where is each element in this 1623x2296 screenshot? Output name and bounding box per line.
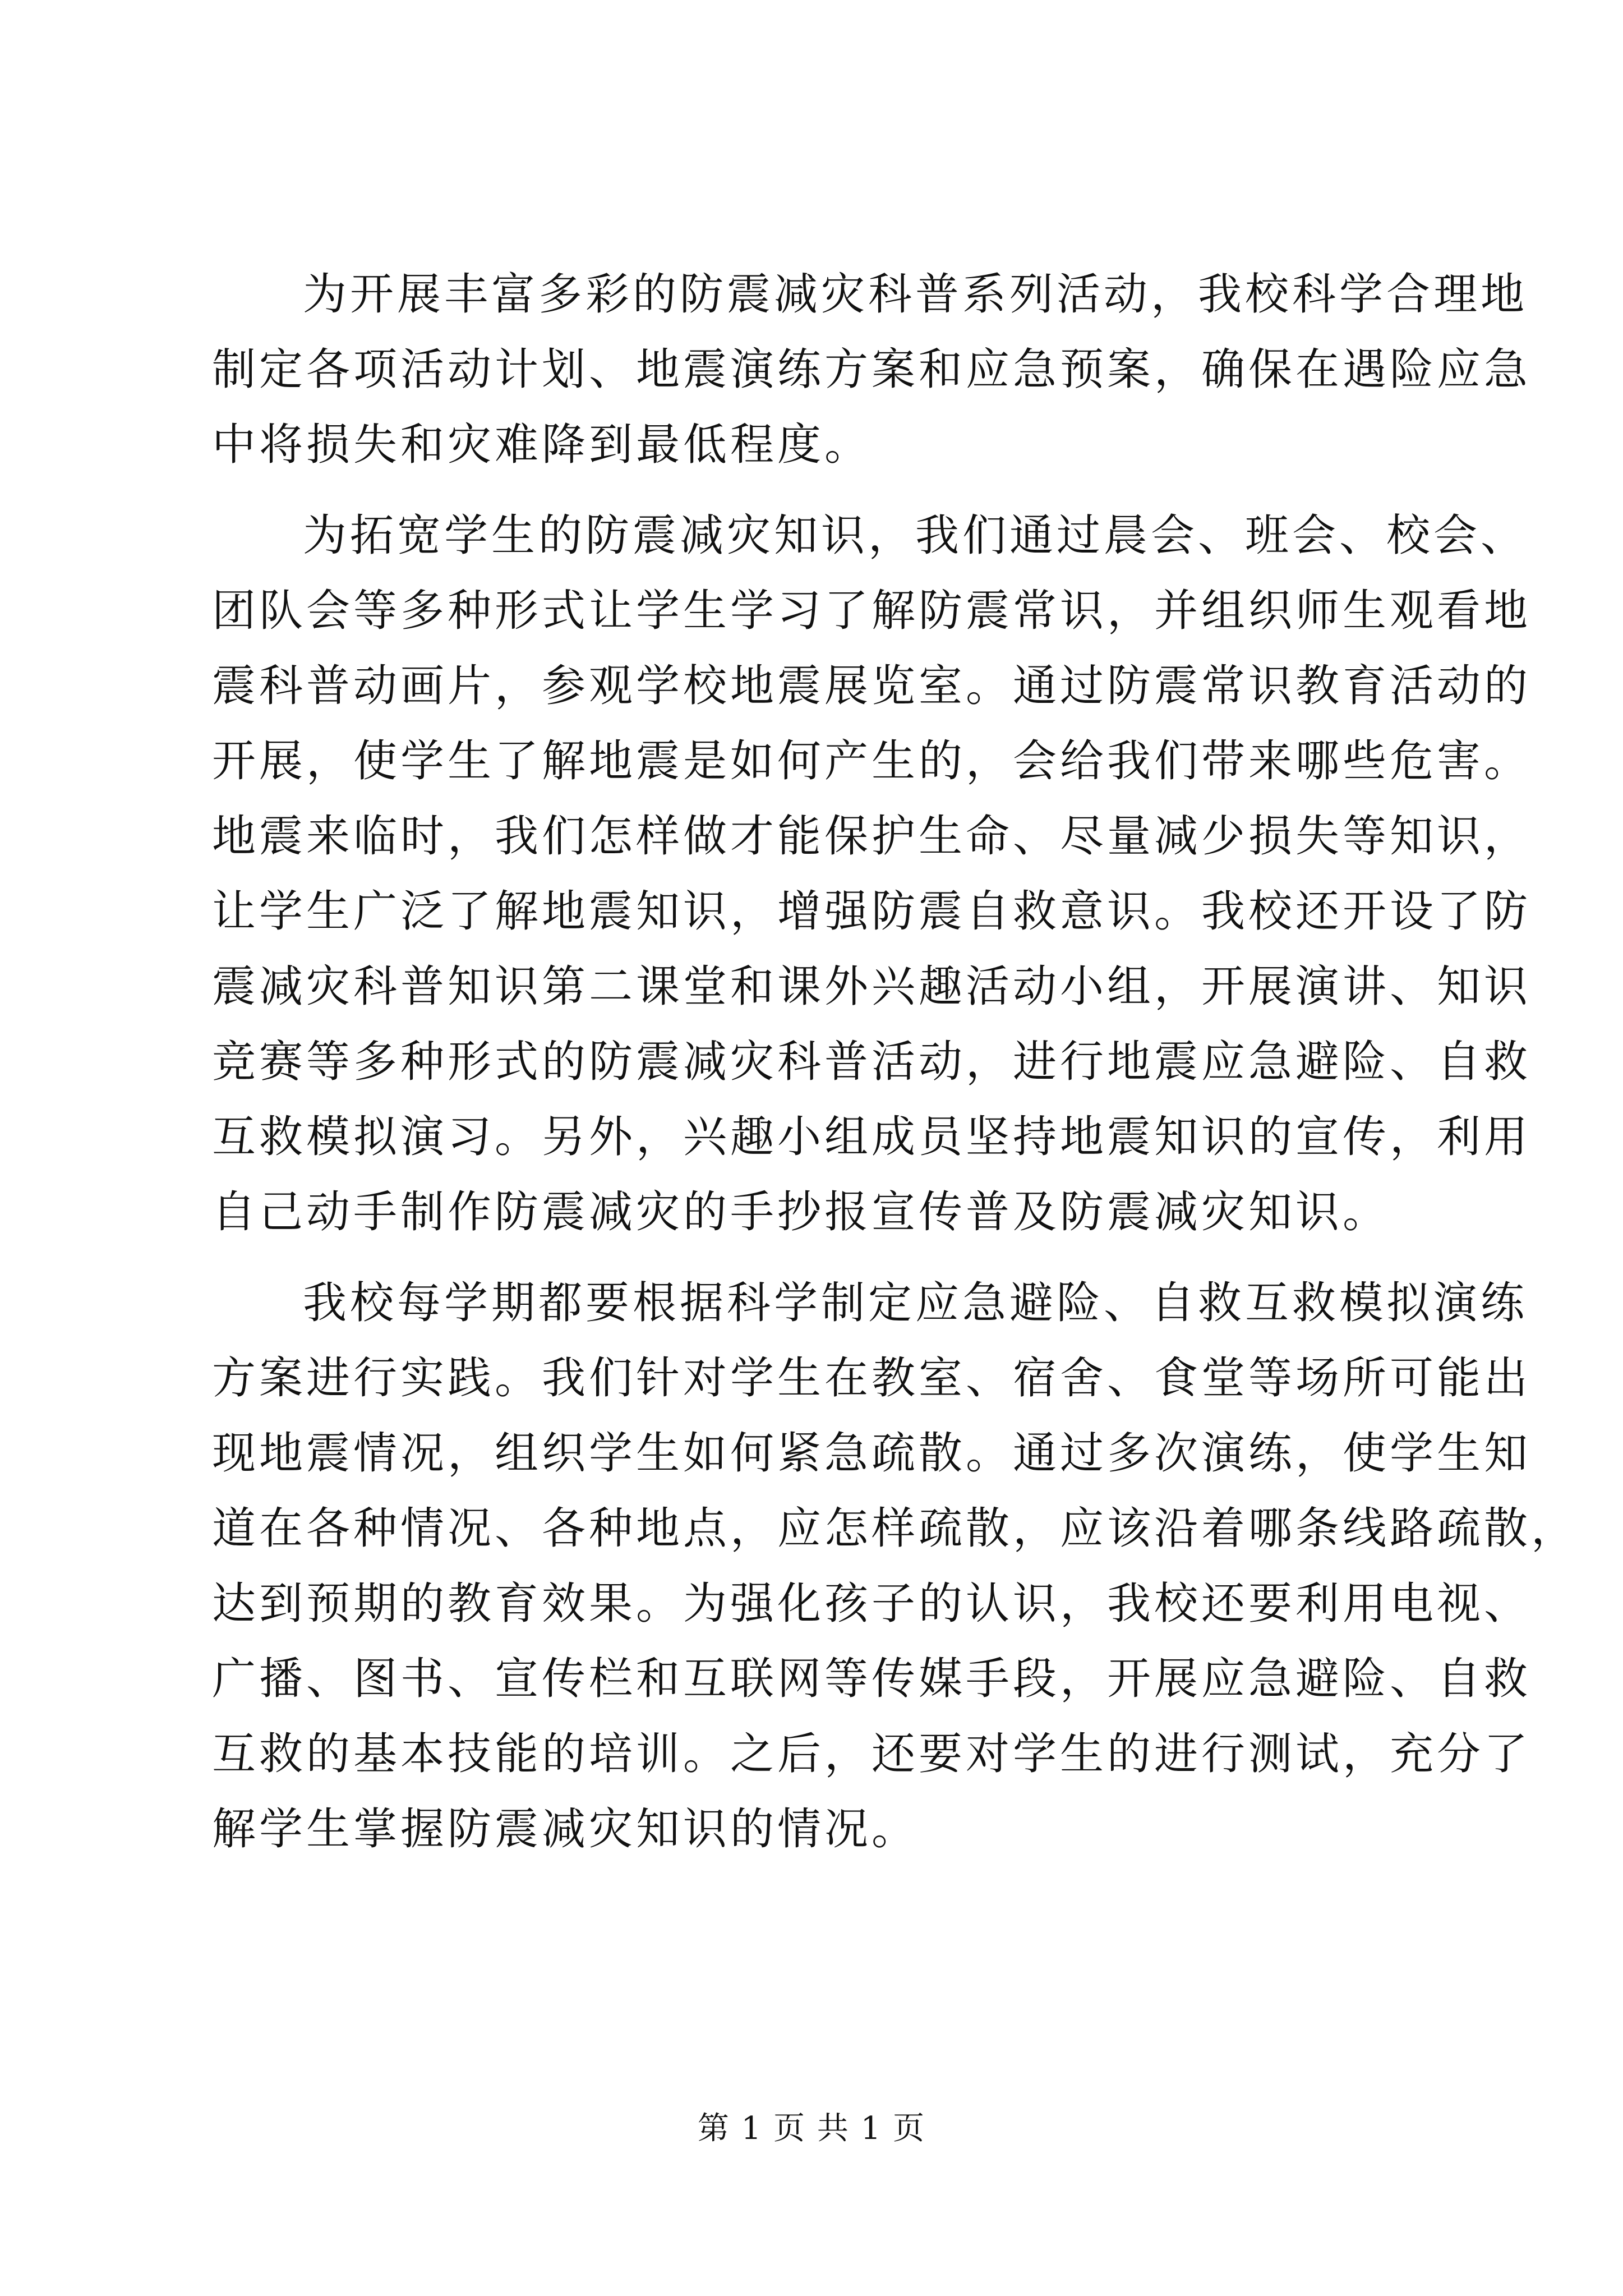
paragraph-1 xyxy=(212,257,1532,482)
paragraph-line: 震减灾科普知识第二课堂和课外兴趣活动小组，开展演讲、知识 xyxy=(212,961,1532,1012)
paragraph-line: 现地震情况，组织学生如何紧急疏散。通过多次演练，使学生知 xyxy=(212,1428,1532,1479)
document-body xyxy=(212,257,1579,1867)
paragraph-line: 互救的基本技能的培训。之后，还要对学生的进行测试，充分了 xyxy=(212,1729,1532,1779)
page-number-footer: 第 1 页 共 1 页 xyxy=(697,2110,926,2147)
paragraph-3 xyxy=(212,1266,1579,1867)
paragraph-line: 我校每学期都要根据科学制定应急避险、自救互救模拟演练 xyxy=(303,1278,1528,1328)
paragraph-line: 方案进行实践。我们针对学生在教室、宿舍、食堂等场所可能出 xyxy=(212,1353,1532,1404)
paragraph-line: 中将损失和灾难降到最低程度。 xyxy=(212,420,872,470)
paragraph-line: 地震来临时，我们怎样做才能保护生命、尽量减少损失等知识， xyxy=(212,811,1532,862)
paragraph-line: 为开展丰富多彩的防震减灾科普系列活动，我校科学合理地 xyxy=(303,269,1528,320)
paragraph-line: 解学生掌握防震减灾知识的情况。 xyxy=(212,1804,919,1855)
paragraph-line: 竞赛等多种形式的防震减灾科普活动，进行地震应急避险、自救 xyxy=(212,1037,1532,1087)
paragraph-line: 达到预期的教育效果。为强化孩子的认识，我校还要利用电视、 xyxy=(212,1579,1532,1629)
paragraph-line: 让学生广泛了解地震知识，增强防震自救意识。我校还开设了防 xyxy=(212,886,1532,937)
paragraph-2 xyxy=(212,498,1532,1250)
paragraph-line: 互救模拟演习。另外，兴趣小组成员坚持地震知识的宣传，利用 xyxy=(212,1112,1532,1162)
paragraph-line: 自己动手制作防震减灾的手抄报宣传普及防震减灾知识。 xyxy=(212,1187,1390,1237)
paragraph-line: 团队会等多种形式让学生学习了解防震常识，并组织师生观看地 xyxy=(212,586,1532,636)
paragraph-line: 广播、图书、宣传栏和互联网等传媒手段，开展应急避险、自救 xyxy=(212,1654,1532,1704)
paragraph-line: 道在各种情况、各种地点，应怎样疏散，应该沿着哪条线路疏散， xyxy=(212,1503,1579,1554)
paragraph-line: 开展，使学生了解地震是如何产生的，会给我们带来哪些危害。 xyxy=(212,736,1532,786)
paragraph-line: 为拓宽学生的防震减灾知识，我们通过晨会、班会、校会、 xyxy=(303,510,1528,561)
paragraph-line: 制定各项活动计划、地震演练方案和应急预案，确保在遇险应急 xyxy=(212,344,1532,395)
paragraph-line: 震科普动画片，参观学校地震展览室。通过防震常识教育活动的 xyxy=(212,661,1532,711)
